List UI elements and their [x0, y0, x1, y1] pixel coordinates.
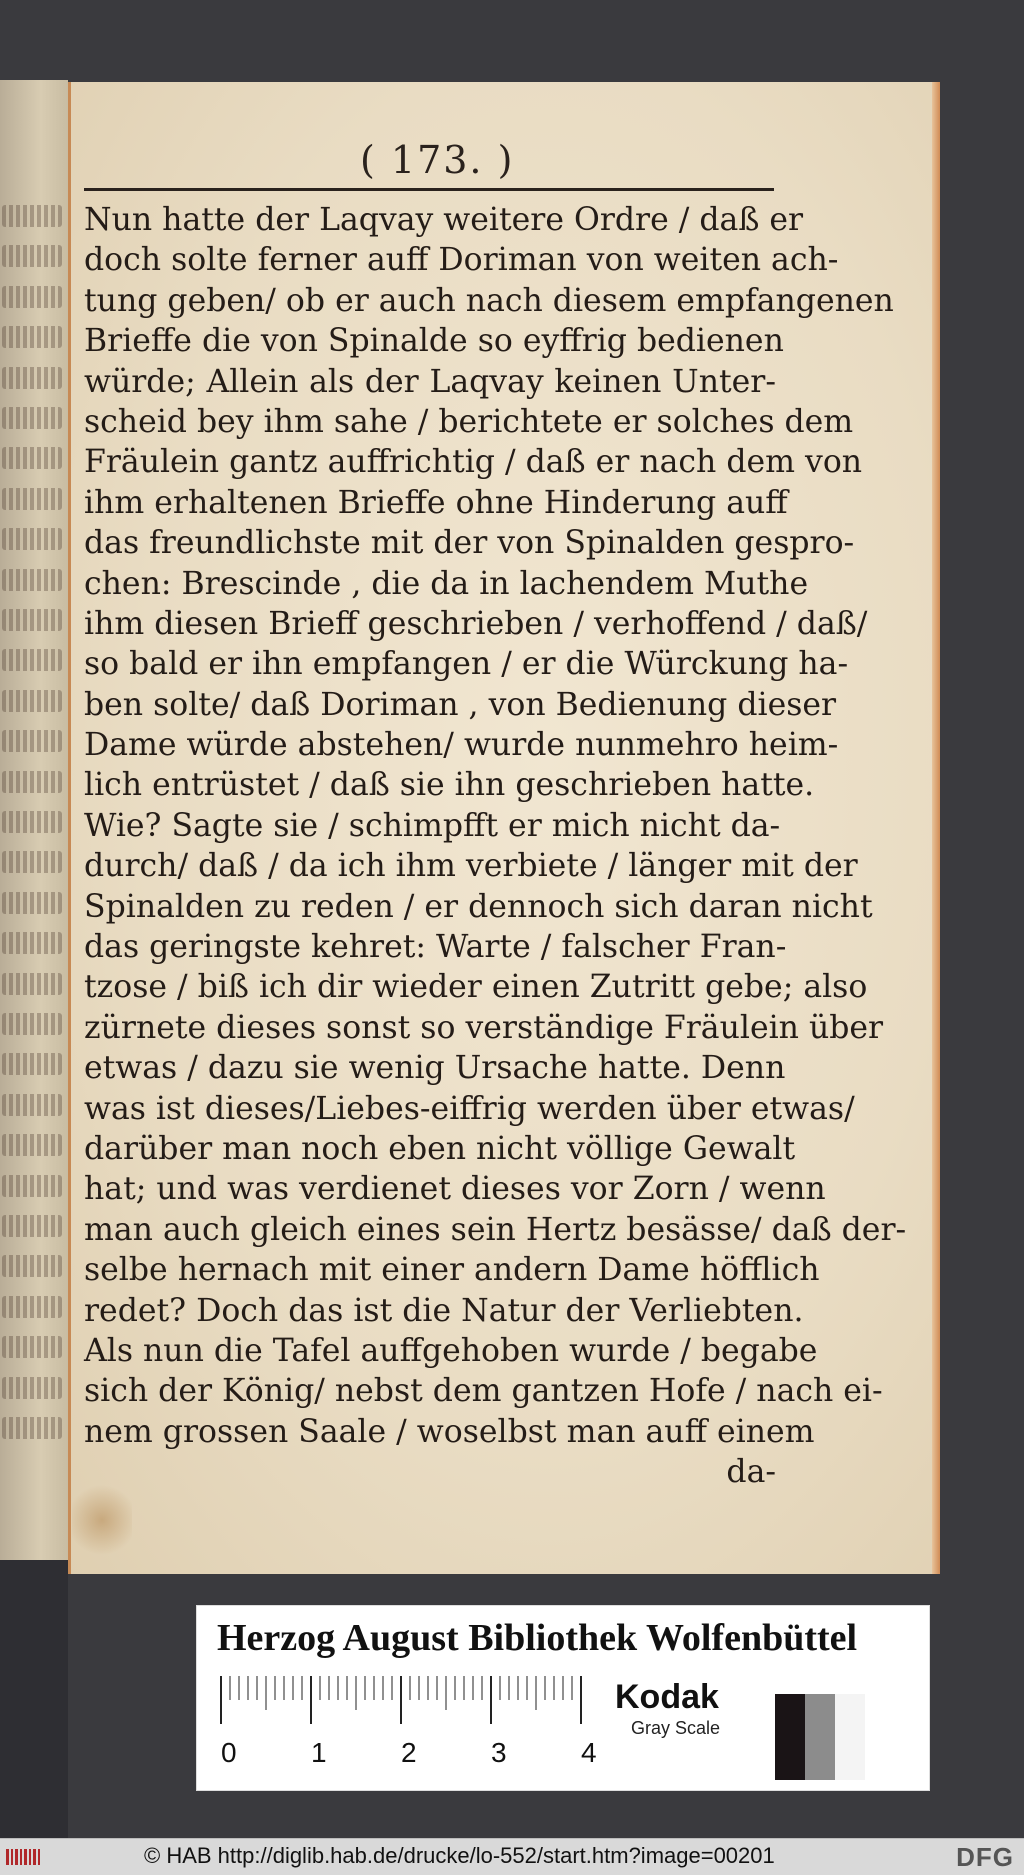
text-line: etwas / dazu sie wenig Ursache hatte. Denn	[84, 1050, 786, 1087]
text-line: sich der König/ nebst dem gantzen Hofe / nach ei-	[84, 1373, 883, 1410]
ghost-text-line	[2, 407, 62, 429]
text-line: selbe hernach mit einer andern Dame höfflich	[84, 1252, 820, 1289]
ruler-number: 4	[581, 1737, 597, 1768]
text-line: Als nun die Tafel auffgehoben wurde / begabe	[84, 1332, 818, 1369]
text-line: nem grossen Saale / woselbst man auff einem	[84, 1413, 815, 1450]
ghost-text-line	[2, 1296, 62, 1318]
text-line: so bald er ihn empfangen / er die Würckung ha-	[84, 646, 849, 683]
text-line: Fräulein gantz auffrichtig / daß er nach dem von	[84, 444, 863, 481]
text-line: ihm erhaltenen Brieffe ohne Hinderung auff	[84, 484, 788, 521]
ghost-text-line	[2, 1094, 62, 1116]
ruler-number: 0	[221, 1737, 237, 1768]
text-line: chen: Brescinde , die da in lachendem Muthe	[84, 565, 809, 602]
text-line: Wie? Sagte sie / schimpfft er mich nicht da-	[84, 807, 781, 844]
ghost-text-line	[2, 245, 62, 267]
gray-swatch-light	[835, 1694, 865, 1780]
text-line: durch/ daß / da ich ihm verbiete / länger mit der	[84, 848, 858, 885]
ghost-text-line	[2, 569, 62, 591]
text-line: doch solte ferner auff Doriman von weiten ach-	[84, 242, 839, 279]
text-line: ben solte/ daß Doriman , von Bedienung dieser	[84, 686, 837, 723]
ghost-text-line	[2, 690, 62, 712]
gray-scale-label: Gray Scale	[631, 1718, 721, 1738]
ghost-text-line	[2, 932, 62, 954]
catchword: da-	[726, 1454, 776, 1491]
text-line: das geringste kehret: Warte / falscher Fran-	[84, 929, 787, 966]
text-line: scheid bey ihm sahe / berichtete er solches dem	[84, 403, 854, 440]
ruler-number: 3	[491, 1737, 507, 1768]
text-line: das freundlichste mit der von Spinalden gespro-	[84, 525, 855, 562]
dfg-logo: DFG	[956, 1842, 1014, 1872]
gray-swatch-dark	[775, 1694, 805, 1780]
text-line: tung geben/ ob er auch nach diesem empfangenen	[84, 282, 894, 319]
measurement-ruler	[219, 1676, 597, 1776]
text-line: was ist dieses/Liebes-eiffrig werden über etwas/	[84, 1090, 855, 1127]
ghost-text-line	[2, 892, 62, 914]
ghost-text-line	[2, 205, 62, 227]
ruler-number: 2	[401, 1737, 417, 1768]
ghost-text-line	[2, 1134, 62, 1156]
ghost-text-line	[2, 488, 62, 510]
text-line: Dame würde abstehen/ wurde nunmehro heim-	[84, 727, 839, 764]
source-link[interactable]: © HAB http://diglib.hab.de/drucke/lo-552/start.htm?image=00201	[144, 1843, 775, 1868]
ghost-text-line	[2, 447, 62, 469]
ghost-text-line	[2, 851, 62, 873]
ghost-text-line	[2, 1255, 62, 1277]
ghost-text-line	[2, 528, 62, 550]
ghost-text-line	[2, 649, 62, 671]
ghost-text-line	[2, 1013, 62, 1035]
text-line: Brieffe die von Spinalde so eyffrig bedienen	[84, 323, 784, 360]
text-line: Nun hatte der Laqvay weitere Ordre / daß er	[84, 202, 804, 238]
ghost-text-line	[2, 1175, 62, 1197]
text-line: tzose / biß ich dir wieder einen Zutritt gebe; also	[84, 969, 868, 1006]
ghost-text-line	[2, 286, 62, 308]
color-target-card	[196, 1605, 930, 1791]
ghost-text-line	[2, 1053, 62, 1075]
ghost-text-line	[2, 1336, 62, 1358]
text-line: würde; Allein als der Laqvay keinen Unter-	[84, 363, 776, 400]
text-line: man auch gleich eines sein Hertz besässe/ daß der-	[84, 1211, 907, 1248]
ghost-text-line	[2, 326, 62, 348]
library-title: Herzog August Bibliothek Wolfenbüttel	[217, 1617, 858, 1659]
text-line: zürnete dieses sonst so verständige Fräulein über	[84, 1009, 884, 1046]
text-line: ihm diesen Brieff geschrieben / verhoffend / daß/	[84, 605, 868, 642]
kodak-label: Kodak	[615, 1678, 719, 1716]
ghost-text-line	[2, 1215, 62, 1237]
text-line: redet? Doch das ist die Natur der Verliebten.	[84, 1292, 804, 1329]
text-line: lich entrüstet / daß sie ihn geschrieben hatte.	[84, 767, 815, 804]
ghost-text-line	[2, 609, 62, 631]
ghost-text-line	[2, 367, 62, 389]
ghost-text-line	[2, 730, 62, 752]
text-block	[84, 200, 907, 1493]
header-rule	[84, 188, 774, 191]
hab-barcode-icon	[6, 1847, 46, 1867]
ruler-number: 1	[311, 1737, 327, 1768]
gray-swatch-mid	[805, 1694, 835, 1780]
ghost-text-line	[2, 1377, 62, 1399]
dark-background-strip	[0, 1560, 68, 1840]
ghost-text-line	[2, 811, 62, 833]
ghost-text-line	[2, 973, 62, 995]
text-line: darüber man noch eben nicht völlige Gewalt	[84, 1130, 796, 1167]
page-number: ( 173. )	[360, 138, 515, 182]
left-page-edge	[0, 80, 68, 1560]
footer-bar	[0, 1838, 1024, 1875]
text-line: hat; und was verdienet dieses vor Zorn / wenn	[84, 1171, 826, 1208]
ghost-text-line	[2, 771, 62, 793]
text-line: Spinalden zu reden / er dennoch sich daran nicht	[84, 888, 873, 925]
ghost-text-line	[2, 1417, 62, 1439]
